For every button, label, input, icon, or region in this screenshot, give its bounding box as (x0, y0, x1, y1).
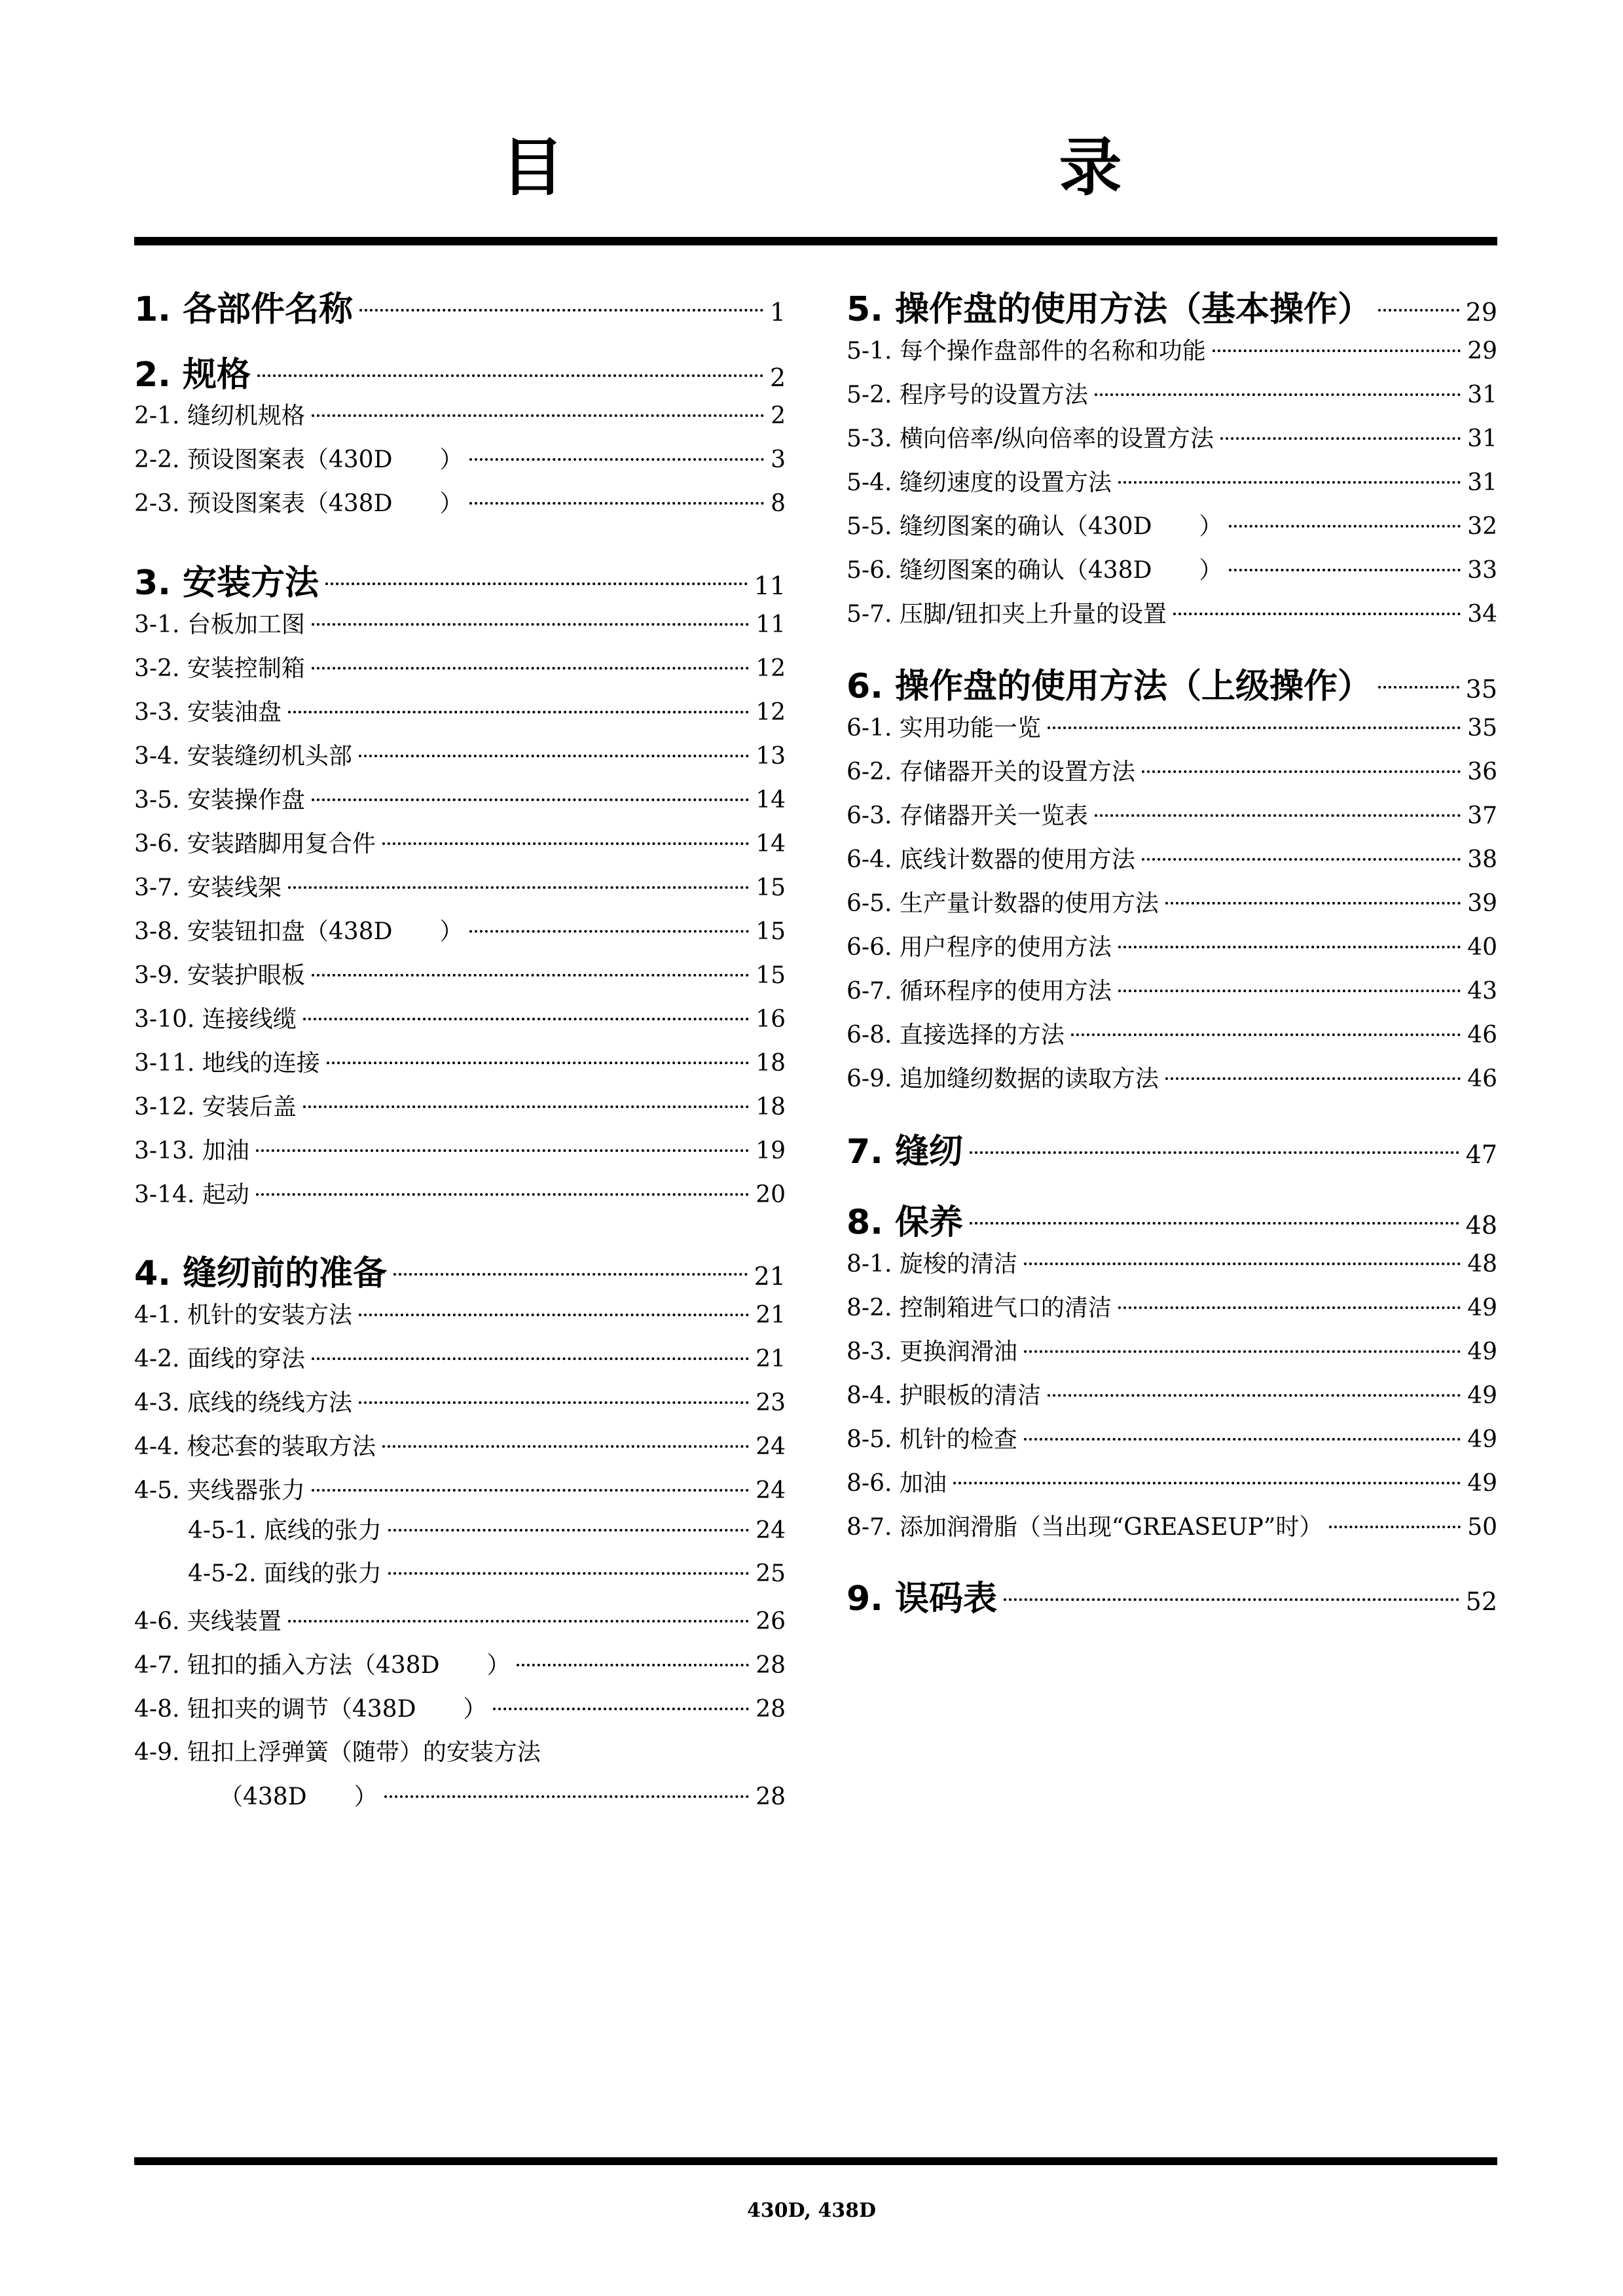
dot-leader (517, 1664, 749, 1666)
dot-leader (327, 1062, 749, 1064)
toc-entry[interactable] (134, 913, 786, 946)
dot-leader (382, 842, 749, 845)
toc-page-number: 35 (1467, 715, 1497, 742)
toc-entry-label: 3-9. 安装护眼板 (134, 962, 305, 989)
toc-page-number: 25 (756, 1560, 786, 1587)
toc-entry[interactable] (134, 694, 786, 727)
toc-page-number: 38 (1467, 846, 1497, 873)
dot-leader (469, 502, 764, 505)
toc-entry-label: 6-7. 循环程序的使用方法 (847, 978, 1112, 1005)
dot-leader (1048, 1394, 1461, 1397)
toc-page-number: 29 (1467, 338, 1497, 365)
toc-page-number: 18 (756, 1094, 786, 1121)
toc-entry-label: 5-5. 缝纫图案的确认（430D ） (847, 513, 1223, 540)
dot-leader (359, 1401, 749, 1404)
toc-entry[interactable] (847, 508, 1497, 541)
dot-leader (312, 623, 749, 626)
dot-leader (312, 1489, 749, 1492)
toc-entry-label: 3-3. 安装油盘 (134, 699, 282, 726)
toc-page-number: 28 (756, 1696, 786, 1723)
toc-entry-label: 3-12. 安装后盖 (134, 1094, 297, 1121)
dot-leader (1095, 393, 1461, 396)
toc-page-number: 1 (769, 298, 786, 327)
toc-entry[interactable] (134, 1647, 786, 1680)
toc-page-number: 14 (756, 831, 786, 857)
toc-entry-label: 4-7. 钮扣的插入方法（438D ） (134, 1652, 511, 1679)
dot-leader (1118, 481, 1461, 484)
toc-section[interactable] (847, 1571, 1497, 1620)
toc-entry[interactable] (847, 797, 1497, 831)
toc-page-number: 47 (1465, 1140, 1497, 1169)
toc-entry[interactable] (134, 1001, 786, 1034)
toc-section[interactable] (134, 347, 786, 396)
toc-page-number: 14 (756, 787, 786, 814)
dot-leader (1378, 686, 1459, 689)
toc-entry-label: 3-2. 安装控制箱 (134, 655, 305, 682)
toc-entry-label: 3-11. 地线的连接 (134, 1050, 320, 1077)
toc-entry-label: 6-8. 直接选择的方法 (847, 1022, 1065, 1049)
dot-leader (393, 1273, 748, 1276)
toc-entry[interactable] (847, 1509, 1497, 1542)
toc-page-number: 35 (1465, 675, 1497, 704)
toc-entry-label: 9. 误码表 (847, 1579, 998, 1619)
toc-page-number: 29 (1465, 298, 1497, 327)
toc-section[interactable] (134, 1246, 786, 1295)
toc-entry-label: 5-3. 横向倍率/纵向倍率的设置方法 (847, 425, 1214, 452)
toc-entry[interactable] (134, 1176, 786, 1210)
toc-entry[interactable] (847, 420, 1497, 454)
toc-entry[interactable] (847, 1377, 1497, 1410)
dot-leader (1173, 613, 1461, 615)
toc-page-number: 18 (756, 1050, 786, 1077)
toc-page-number: 21 (754, 1262, 786, 1291)
toc-page-number: 12 (756, 655, 786, 682)
toc-entry[interactable] (188, 1512, 786, 1545)
toc-entry[interactable]: 4-9. 钮扣上浮弹簧（随带）的安装方法 (134, 1739, 541, 1766)
toc-page-number: 21 (756, 1346, 786, 1372)
dot-leader (359, 755, 749, 757)
toc-page-number: 48 (1467, 1251, 1497, 1278)
toc-entry-label: 3-8. 安装钮扣盘（438D ） (134, 918, 464, 945)
toc-entry[interactable] (847, 1060, 1497, 1094)
toc-entry[interactable] (847, 1465, 1497, 1498)
toc-page-number: 21 (756, 1302, 786, 1329)
toc-entry-label: （438D ） (219, 1784, 378, 1810)
toc-page-number: 15 (756, 874, 786, 901)
toc-entry-label: 5. 操作盘的使用方法（基本操作） (847, 290, 1372, 329)
toc-entry[interactable] (134, 606, 786, 639)
toc-page-number: 49 (1467, 1295, 1497, 1321)
toc-entry-label: 8-5. 机针的检查 (847, 1426, 1017, 1453)
toc-entry-label: 2-3. 预设图案表（438D ） (134, 490, 464, 517)
footer-model: 430D, 438D (746, 2199, 877, 2222)
toc-entry-label: 2-2. 预设图案表（430D ） (134, 446, 464, 473)
dot-leader (1213, 350, 1461, 352)
toc-page-number: 34 (1467, 601, 1497, 628)
dot-leader (970, 1222, 1459, 1225)
dot-leader (388, 1529, 749, 1532)
toc-page-number: 43 (1467, 978, 1497, 1005)
toc-entry[interactable] (847, 709, 1497, 743)
toc-entry[interactable] (847, 376, 1497, 410)
toc-page-number: 12 (756, 699, 786, 726)
toc-page-number: 15 (756, 918, 786, 945)
toc-page-number: 49 (1467, 1470, 1497, 1497)
toc-entry-label: 6-2. 存储器开关的设置方法 (847, 759, 1135, 785)
dot-leader (382, 1445, 749, 1448)
toc-entry-label: 6-9. 追加缝纫数据的读取方法 (847, 1066, 1159, 1092)
toc-entry[interactable] (134, 1428, 786, 1462)
toc-entry[interactable] (134, 485, 786, 518)
toc-entry-label: 4. 缝纫前的准备 (134, 1254, 388, 1293)
dot-leader (1165, 1077, 1461, 1080)
toc-entry[interactable] (134, 397, 786, 431)
toc-entry[interactable] (134, 1045, 786, 1078)
toc-section[interactable] (847, 658, 1497, 708)
toc-entry[interactable] (847, 464, 1497, 497)
dot-leader (1142, 770, 1461, 773)
toc-section[interactable] (847, 1194, 1497, 1244)
toc-entry-label: 6-3. 存储器开关一览表 (847, 802, 1088, 829)
dot-leader (257, 374, 763, 377)
toc-entry[interactable] (847, 1289, 1497, 1323)
toc-entry[interactable] (134, 1472, 786, 1505)
toc-section[interactable] (134, 555, 786, 604)
toc-entry[interactable] (847, 973, 1497, 1006)
dot-leader (1004, 1598, 1459, 1601)
dot-leader (256, 1193, 749, 1196)
toc-entry-label: 3. 安装方法 (134, 564, 319, 603)
toc-entry-label: 5-6. 缝纫图案的确认（438D ） (847, 557, 1223, 584)
toc-entry[interactable] (188, 1555, 786, 1588)
toc-entry-label: 4-4. 梭芯套的装取方法 (134, 1433, 376, 1460)
toc-entry[interactable] (847, 1246, 1497, 1279)
toc-entry-label: 2. 规格 (134, 355, 251, 395)
toc-page-number: 31 (1467, 425, 1497, 452)
toc-entry-label: 3-5. 安装操作盘 (134, 787, 305, 814)
toc-entry[interactable] (847, 929, 1497, 962)
toc-entry-label: 7. 缝纫 (847, 1132, 964, 1172)
toc-page-number: 24 (756, 1517, 786, 1544)
toc-page-number: 50 (1467, 1514, 1497, 1541)
toc-section[interactable] (847, 281, 1497, 331)
dot-leader (256, 1149, 749, 1152)
dot-leader (1378, 309, 1459, 312)
toc-entry-label: 5-1. 每个操作盘部件的名称和功能 (847, 338, 1206, 365)
toc-page-number: 2 (771, 403, 786, 429)
dot-leader (359, 309, 763, 312)
toc-entry-label: 4-6. 夹线装置 (134, 1608, 282, 1635)
toc-entry[interactable] (134, 1384, 786, 1418)
dot-leader (1118, 1306, 1461, 1309)
toc-entry-label: 6-6. 用户程序的使用方法 (847, 934, 1112, 961)
toc-page-number: 11 (756, 611, 786, 638)
toc-entry-label: 4-8. 钮扣夹的调节（438D ） (134, 1696, 487, 1723)
toc-page-number: 24 (756, 1477, 786, 1504)
toc-entry-label: 6-1. 实用功能一览 (847, 715, 1041, 742)
dot-leader (325, 583, 748, 585)
toc-page-number: 49 (1467, 1382, 1497, 1409)
dot-leader (1165, 902, 1461, 905)
toc-section[interactable] (134, 281, 786, 331)
toc-entry-label: 3-4. 安装缝纫机头部 (134, 743, 352, 770)
dot-leader (312, 1357, 749, 1360)
dot-leader (970, 1151, 1459, 1154)
toc-entry[interactable] (134, 738, 786, 771)
toc-entry-label: 4-5. 夹线器张力 (134, 1477, 305, 1504)
toc-page-number: 33 (1467, 557, 1497, 584)
toc-entry-label: 5-7. 压脚/钮扣夹上升量的设置 (847, 601, 1167, 628)
toc-entry[interactable] (134, 1778, 786, 1812)
toc-entry-label: 3-7. 安装线架 (134, 874, 282, 901)
toc-entry-label: 5-2. 程序号的设置方法 (847, 382, 1088, 408)
dot-leader (1024, 1350, 1461, 1353)
toc-entry-label: 3-10. 连接线缆 (134, 1006, 297, 1033)
toc-entry[interactable] (134, 1691, 786, 1724)
toc-entry[interactable] (134, 1088, 786, 1122)
toc-entry[interactable] (134, 869, 786, 903)
page-title: 目 录 (501, 131, 1338, 204)
toc-page-number: 24 (756, 1433, 786, 1460)
dot-leader (388, 1572, 749, 1575)
toc-entry[interactable] (134, 781, 786, 815)
toc-entry-label: 3-1. 台板加工图 (134, 611, 305, 638)
toc-entry-label: 5-4. 缝纫速度的设置方法 (847, 469, 1112, 496)
toc-entry[interactable] (847, 885, 1497, 918)
dot-leader (1118, 990, 1461, 992)
toc-entry[interactable] (847, 1333, 1497, 1367)
dot-leader (1220, 437, 1461, 440)
toc-entry[interactable] (134, 957, 786, 990)
dot-leader (1229, 569, 1461, 571)
toc-entry[interactable] (134, 441, 786, 475)
toc-entry[interactable] (847, 753, 1497, 787)
toc-entry-label: 3-14. 起动 (134, 1181, 249, 1208)
toc-entry[interactable] (847, 596, 1497, 629)
toc-page-number: 15 (756, 962, 786, 989)
dot-leader (1024, 1263, 1461, 1265)
toc-page-number: 26 (756, 1608, 786, 1635)
top-rule (134, 237, 1497, 245)
toc-page-number: 31 (1467, 382, 1497, 408)
bottom-rule (134, 2157, 1497, 2165)
dot-leader (953, 1482, 1461, 1484)
toc-page-number: 40 (1467, 934, 1497, 961)
toc-entry[interactable] (847, 841, 1497, 874)
dot-leader (1118, 946, 1461, 948)
toc-entry-label: 4-5-1. 底线的张力 (188, 1517, 382, 1544)
dot-leader (312, 414, 764, 417)
toc-entry-label: 8-4. 护眼板的清洁 (847, 1382, 1041, 1409)
dot-leader (359, 1314, 749, 1316)
dot-leader (1329, 1526, 1461, 1528)
toc-entry-label: 4-3. 底线的绕线方法 (134, 1390, 352, 1416)
toc-page-number: 13 (756, 743, 786, 770)
dot-leader (1024, 1438, 1461, 1441)
dot-leader (303, 1105, 749, 1108)
toc-entry[interactable] (134, 650, 786, 683)
dot-leader (469, 930, 749, 933)
toc-page-number: 3 (771, 446, 786, 473)
dot-leader (1048, 726, 1461, 729)
dot-leader (303, 1018, 749, 1020)
toc-page-number: 46 (1467, 1022, 1497, 1049)
toc-page-number: 19 (756, 1138, 786, 1164)
toc-entry[interactable] (134, 825, 786, 859)
toc-entry-label: 8. 保养 (847, 1203, 964, 1242)
dot-leader (1095, 814, 1461, 817)
dot-leader (288, 886, 749, 889)
toc-entry-label: 8-3. 更换润滑油 (847, 1338, 1017, 1365)
toc-page-number: 46 (1467, 1066, 1497, 1092)
toc-page-number: 49 (1467, 1426, 1497, 1453)
dot-leader (312, 667, 749, 670)
toc-page-number: 36 (1467, 759, 1497, 785)
toc-entry-label: 6-4. 底线计数器的使用方法 (847, 846, 1135, 873)
dot-leader (288, 711, 749, 713)
toc-entry-label: 4-2. 面线的穿法 (134, 1346, 305, 1372)
toc-page-number: 48 (1465, 1211, 1497, 1240)
dot-leader (1071, 1033, 1461, 1036)
toc-page-number: 23 (756, 1390, 786, 1416)
toc-page-number: 16 (756, 1006, 786, 1033)
dot-leader (469, 458, 764, 461)
toc-entry[interactable] (847, 1016, 1497, 1050)
toc-page-number: 49 (1467, 1338, 1497, 1365)
toc-entry-label: 6. 操作盘的使用方法（上级操作） (847, 667, 1372, 706)
dot-leader (312, 974, 749, 977)
toc-page-number: 52 (1465, 1587, 1497, 1616)
toc-entry[interactable] (134, 1297, 786, 1330)
toc-section[interactable] (847, 1124, 1497, 1173)
toc-page-number: 31 (1467, 469, 1497, 496)
toc-entry[interactable] (847, 332, 1497, 366)
toc-entry-label: 8-7. 添加润滑脂（当出现“GREASEUP”时） (847, 1514, 1323, 1541)
toc-entry[interactable] (847, 1421, 1497, 1454)
toc-entry-label: 8-1. 旋梭的清洁 (847, 1251, 1017, 1278)
toc-entry-label: 2-1. 缝纫机规格 (134, 403, 305, 429)
dot-leader (493, 1708, 749, 1710)
toc-entry-label: 3-6. 安装踏脚用复合件 (134, 831, 376, 857)
toc-page-number: 8 (771, 490, 786, 517)
toc-entry-label: 3-13. 加油 (134, 1138, 249, 1164)
toc-page-number: 11 (754, 571, 786, 600)
toc-entry[interactable] (847, 552, 1497, 585)
toc-entry-label: 1. 各部件名称 (134, 290, 354, 329)
toc-page-number: 32 (1467, 513, 1497, 540)
toc-entry-label: 6-5. 生产量计数器的使用方法 (847, 890, 1159, 917)
toc-page-number: 28 (756, 1784, 786, 1810)
toc-page-number: 39 (1467, 890, 1497, 917)
toc-page-number: 28 (756, 1652, 786, 1679)
toc-entry-label: 8-6. 加油 (847, 1470, 947, 1497)
dot-leader (1142, 858, 1461, 861)
toc-page-number: 20 (756, 1181, 786, 1208)
dot-leader (1229, 525, 1461, 528)
toc-entry[interactable] (134, 1132, 786, 1166)
toc-page-number: 37 (1467, 802, 1497, 829)
toc-entry-label: 4-1. 机针的安装方法 (134, 1302, 352, 1329)
toc-entry[interactable] (134, 1340, 786, 1374)
dot-leader (312, 798, 749, 801)
toc-page-number: 2 (769, 363, 786, 392)
dot-leader (384, 1795, 750, 1798)
toc-entry-label: 4-5-2. 面线的张力 (188, 1560, 382, 1587)
toc-entry-label: 8-2. 控制箱进气口的清洁 (847, 1295, 1112, 1321)
toc-entry[interactable] (134, 1603, 786, 1636)
dot-leader (288, 1620, 749, 1623)
